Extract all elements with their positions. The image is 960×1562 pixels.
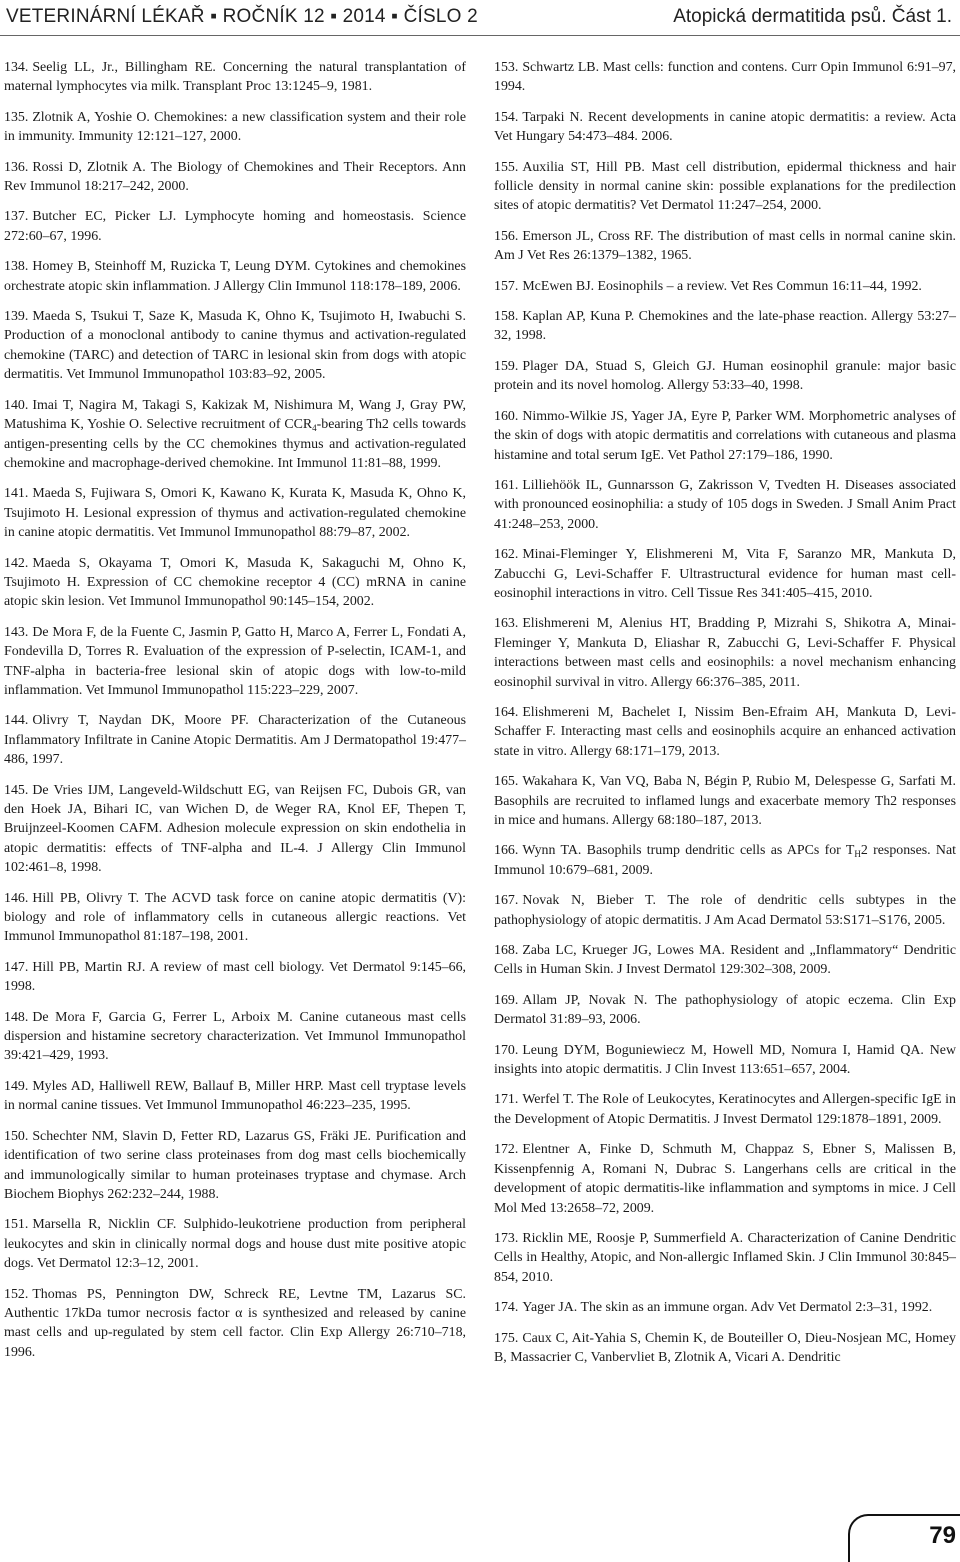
reference-text: Nimmo-Wilkie JS, Yager JA, Eyre P, Parker WM. Morphometric analyses of the skin of dogs with atopic dermatitis and correlations with cutaneous and plasma histamine and total serum IgE. Vet Pathol 27:179–186, 1990. [494,408,956,463]
reference-number: 148. [4,1009,29,1025]
reference-item [494,476,956,534]
reference-number: 166. [494,843,519,859]
reference-item [494,1140,956,1218]
reference-number: 155. [494,159,519,175]
reference-text: Werfel T. The Role of Leukocytes, Keratinocytes and Allergen-specific IgE in the Development of Atopic Dermatitis. J Invest Dermatol 129:1878–1891, 2009. [494,1092,956,1127]
reference-text: 2 responses. Nat Immunol 10:679–681, 2009. [494,843,956,878]
reference-text: Auxilia ST, Hill PB. Mast cell distribution, epidermal thickness and hair follicle density in normal canine skin: possible explanations for the predilection sites of atopic dermatitis? Vet Dermatol 11:247–254, 2000. [494,159,956,214]
reference-text: Hill PB, Olivry T. The ACVD task force on canine atopic dermatitis (V): biology and role of inflammatory cells in cutaneous allergic reactions. Vet Immunol Immunopathol 81:187–198, 2001. [4,890,466,945]
reference-item [494,357,956,396]
reference-item [4,958,466,997]
reference-text: De Mora F, de la Fuente C, Jasmin P, Gatto H, Marco A, Ferrer L, Fondati A, Fondevilla D, Torres R. Evaluation of the expression of P-selectin, ICAM-1, and TNF-alpha in bacteria-free lesional skin of atopic dogs with low-to-mild inflammation. Vet Immunol Immunopathol 115:223–229, 2007. [4,624,466,698]
reference-item [494,227,956,266]
reference-item [494,1090,956,1129]
reference-text: Yager JA. The skin as an immune organ. Adv Vet Dermatol 2:3–31, 1992. [522,1300,933,1316]
reference-text: De Vries IJM, Langeveld-Wildschutt EG, van Reijsen FC, Dubois GR, van den Hoek JA, Bihari IC, van Wichen D, de Weger RA, Knol EF, Thepen T, Bruijnzeel-Koomen CAFM. Adhesion molecule expression on skin endothelia in atopic dermatitis: effects of TNF-alpha and IL-4. J Allergy Clin Immunol 102:461–8, 1998. [4,782,466,876]
reference-text: Maeda S, Fujiwara S, Omori K, Kawano K, Kurata K, Masuda K, Ohno K, Tsujimoto H. Lesional expression of thymus and activation-regulated chemokine in canine atopic dermatitis. Vet Immunol Immunopathol 88:79–87, 2002. [4,486,466,541]
reference-item [494,1041,956,1080]
reference-number: 164. [494,704,519,720]
reference-text: Allam JP, Novak N. The pathophysiology of atopic eczema. Clin Exp Dermatol 31:89–93, 2006. [494,992,956,1028]
reference-text: Ricklin ME, Roosje P, Summerfield A. Characterization of Canine Dendritic Cells in Healthy, Atopic, and Non-allergic Inflamed Skin. J Clin Immunol 30:845–854, 2010. [494,1230,956,1285]
reference-number: 145. [4,782,29,798]
reference-number: 157. [494,278,519,294]
reference-number: 147. [4,959,29,975]
reference-text: Schwartz LB. Mast cells: function and contens. Curr Opin Immunol 6:91–97, 1994. [494,60,956,95]
reference-text: Rossi D, Zlotnik A. The Biology of Chemokines and Their Receptors. Ann Rev Immunol 18:217–242, 2000. [4,159,466,195]
reference-number: 135. [4,109,29,125]
reference-text: Zaba LC, Krueger JG, Lowes MA. Resident and „Inflammatory“ Dendritic Cells in Human Skin. J Invest Dermatol 129:302–308, 2009. [494,943,956,978]
reference-text: McEwen BJ. Eosinophils – a review. Vet Res Commun 16:11–44, 1992. [522,278,922,294]
reference-item [494,407,956,465]
reference-item [4,58,466,97]
reference-number: 146. [4,890,29,906]
reference-item [494,307,956,346]
reference-number: 172. [494,1142,519,1158]
reference-item [494,277,956,296]
reference-item [4,1008,466,1066]
reference-number: 163. [494,616,519,632]
references-left-column [4,58,466,1373]
reference-number: 175. [494,1330,519,1346]
reference-text: Plager DA, Stuad S, Gleich GJ. Human eosinophil granule: major basic protein and its novel homolog. Allergy 53:33–40, 1998. [494,358,956,394]
reference-number: 170. [494,1042,519,1058]
reference-item [4,781,466,878]
reference-text: Butcher EC, Picker LJ. Lymphocyte homing and homeostasis. Science 272:60–67, 1996. [4,209,466,244]
reference-number: 173. [494,1230,519,1246]
reference-number: 152. [4,1286,29,1302]
reference-item [494,58,956,97]
reference-item [4,207,466,246]
reference-number: 174. [494,1300,519,1316]
reference-text: Novak N, Bieber T. The role of dendritic cells subtypes in the pathophysiology of atopic dermatitis. J Am Acad Dermatol 53:S171–S176, 2005. [494,893,956,928]
reference-item [4,1127,466,1205]
article-title: Atopická dermatitida psů. Část 1. [673,6,952,27]
reference-number: 167. [494,893,519,909]
reference-text: Minai-Fleminger Y, Elishmereni M, Vita F, Saranzo MR, Mankuta D, Zabucchi G, Levi-Schaffer F. Ultrastructural evidence for human mast cell-eosinophil interactions in vitro. Cell Tissue Res 341:405–415, 2010. [494,547,956,601]
reference-number: 153. [494,60,519,75]
reference-text: Kaplan AP, Kuna P. Chemokines and the late-phase reaction. Allergy 53:27–32, 1998. [494,309,956,344]
reference-item [4,257,466,296]
reference-text: Elishmereni M, Alenius HT, Bradding P, Mizrahi S, Shikotra A, Minai-Fleminger Y, Mankuta D, Eliashar R, Zabucchi G, Levi-Schaffer F. Physical interactions between mast cells and eosinophils: a novel mechanism enhancing eosinophil survival in vitro. Allergy 66:376–385, 2011. [494,616,956,690]
reference-number: 161. [494,477,519,493]
reference-number: 168. [494,943,519,959]
reference-item [494,772,956,830]
reference-number: 169. [494,992,519,1008]
reference-number: 134. [4,60,29,75]
reference-text: Olivry T, Naydan DK, Moore PF. Characterization of the Cutaneous Inflammatory Infiltrate in Canine Atopic Dermatitis. Am J Dermatopathol 19:477–486, 1997. [4,713,466,768]
reference-number: 143. [4,624,29,640]
reference-item [4,889,466,947]
reference-text: Wakahara K, Van VQ, Baba N, Bégin P, Rubio M, Delespesse G, Sarfati M. Basophils are recruited to inflamed lungs and exacerbate memory Th2 responses in mice and humans. Allergy 68:180–187, 2013. [494,774,956,828]
reference-text: Wynn TA. Basophils trump dendritic cells as APCs for T [522,843,855,859]
reference-item [4,484,466,542]
reference-text: Tarpaki N. Recent developments in canine atopic dermatitis: a review. Acta Vet Hungary 54:473–484. 2006. [494,109,956,145]
reference-text: Imai T, Nagira M, Takagi S, Kakizak M, Nishimura M, Wang J, Gray PW, Matushima K, Yoshie O. Selective recruitment of CCR [4,397,466,433]
reference-item [494,108,956,147]
reference-number: 154. [494,109,519,125]
reference-number: 171. [494,1092,519,1108]
reference-item [494,158,956,216]
reference-subscript: H [854,849,861,860]
reference-number: 149. [4,1078,29,1094]
reference-item [494,1298,956,1317]
reference-number: 144. [4,713,29,729]
reference-item [4,1285,466,1363]
reference-text: Zlotnik A, Yoshie O. Chemokines: a new classification system and their role in immunity. Immunity 12:121–127, 2000. [4,109,466,145]
reference-number: 156. [494,228,519,244]
reference-number: 139. [4,309,29,325]
reference-number: 159. [494,358,519,374]
reference-item [4,307,466,385]
reference-text: Lilliehöök IL, Gunnarsson G, Zakrisson V, Tvedten H. Diseases associated with pronounced eosinophilia: a study of 105 dogs in Sweden. J Small Anim Pract 41:248–253, 2000. [494,477,956,532]
reference-text: De Mora F, Garcia G, Ferrer L, Arboix M. Canine cutaneous mast cells dispersion and histamine secretory characterization. Vet Immunol Immunopathol 39:421–429, 1993. [4,1009,466,1064]
reference-text: -bearing Th2 cells towards antigen-presenting cells by the CC chemokines thymus and activation-regulated chemokine and macrophage-derived chemokine. Int Immunol 11:81–88, 1999. [4,417,466,471]
reference-text: Marsella R, Nicklin CF. Sulphido-leukotriene production from peripheral leukocytes and skin in clinically normal dogs and house dust mite positive atopic dogs. Vet Dermatol 12:3–12, 2001. [4,1217,466,1272]
page-number: 79 [929,1522,956,1549]
reference-item [494,841,956,880]
reference-number: 138. [4,259,29,275]
reference-item [494,991,956,1030]
reference-text: Seelig LL, Jr., Billingham RE. Concerning the natural transplantation of maternal lymphocytes via milk. Transplant Proc 13:1245–9, 1981. [4,60,466,95]
reference-text: Maeda S, Tsukui T, Saze K, Masuda K, Ohno K, Tsujimoto H, Iwabuchi S. Production of a monoclonal antibody to canine thymus and activation-regulated chemokine (TARC) and detection of TARC in lesional skin from dogs with atopic dermatitis. Vet Immunol Immunopathol 103:83–92, 2005. [4,309,466,383]
reference-text: Maeda S, Okayama T, Omori K, Masuda K, Sakaguchi M, Ohno K, Tsujimoto H. Expression of CC chemokine receptor 4 (CC) mRNA in canine atopic skin lesion. Vet Immunol Immunopathol 90:145–154, 2002. [4,555,466,610]
reference-item [4,396,466,474]
reference-number: 136. [4,159,29,175]
reference-text: Homey B, Steinhoff M, Ruzicka T, Leung DYM. Cytokines and chemokines orchestrate atopic skin inflammation. J Allergy Clin Immunol 118:178–189, 2006. [4,259,466,294]
reference-number: 162. [494,547,519,563]
reference-item [494,891,956,930]
reference-number: 137. [4,209,29,225]
reference-number: 142. [4,555,29,571]
reference-item [494,1329,956,1368]
reference-subscript: 4 [312,423,317,434]
references-right-column [494,58,956,1378]
reference-number: 141. [4,486,29,502]
journal-info: VETERINÁRNÍ LÉKAŘ ▪ ROČNÍK 12 ▪ 2014 ▪ ČÍSLO 2 [6,6,478,27]
reference-number: 151. [4,1217,29,1233]
reference-text: Emerson JL, Cross RF. The distribution of mast cells in normal canine skin. Am J Vet Res 26:1379–1382, 1965. [494,228,956,264]
reference-text: Elishmereni M, Bachelet I, Nissim Ben-Efraim AH, Mankuta D, Levi-Schaffer F. Interacting mast cells and eosinophils acquire an enhanced activation state in vitro. Allergy 68:171–179, 2013. [494,704,956,759]
reference-number: 150. [4,1128,29,1144]
reference-text: Hill PB, Martin RJ. A review of mast cell biology. Vet Dermatol 9:145–66, 1998. [4,959,466,995]
reference-text: Caux C, Ait-Yahia S, Chemin K, de Bouteiller O, Dieu-Nosjean MC, Homey B, Massacrier C, Vanbervliet B, Zlotnik A, Vicari A. Dendritic [494,1330,956,1365]
reference-text: Thomas PS, Pennington DW, Schreck RE, Levtne TM, Lazarus SC. Authentic 17kDa tumor necrosis factor α is synthesized and released by canine mast cells and up-regulated by stem cell factor. Clin Exp Allergy 26:710–718, 1996. [4,1286,466,1360]
reference-number: 158. [494,309,519,325]
running-header [6,0,956,34]
reference-text: Schechter NM, Slavin D, Fetter RD, Lazarus GS, Fräki JE. Purification and identification of two serine class proteinases from dog mast cells biochemically and immunologically similar to human proteinases tryptase and chymase. Arch Biochem Biophys 262:232–244, 1988. [4,1128,466,1202]
reference-item [494,1229,956,1287]
reference-item [4,623,466,701]
reference-number: 160. [494,408,519,424]
reference-item [494,614,956,692]
reference-item [494,545,956,603]
reference-item [4,554,466,612]
reference-item [4,108,466,147]
reference-item [4,1215,466,1273]
reference-text: Leung DYM, Boguniewiecz M, Howell MD, Nomura I, Hamid QA. New insights into atopic dermatitis. J Clin Invest 113:651–657, 2004. [494,1042,956,1078]
reference-item [494,941,956,980]
reference-number: 140. [4,397,29,413]
reference-text: Elentner A, Finke D, Schmuth M, Chappaz S, Ebner S, Malissen B, Kissenpfennig A, Romani N, Dubrac S. Langerhans cells are critical in the development of atopic dermatitis-like inflammation and symptoms in mice. J Cell Mol Med 13:2658–72, 2009. [494,1142,956,1216]
reference-item [4,1077,466,1116]
reference-item [4,158,466,197]
reference-item [4,711,466,769]
reference-number: 165. [494,774,519,790]
header-divider [0,35,960,36]
reference-item [494,703,956,761]
reference-text: Myles AD, Halliwell REW, Ballauf B, Miller HRP. Mast cell tryptase levels in normal canine tissues. Vet Immunol Immunopathol 46:223–235, 1995. [4,1078,466,1114]
